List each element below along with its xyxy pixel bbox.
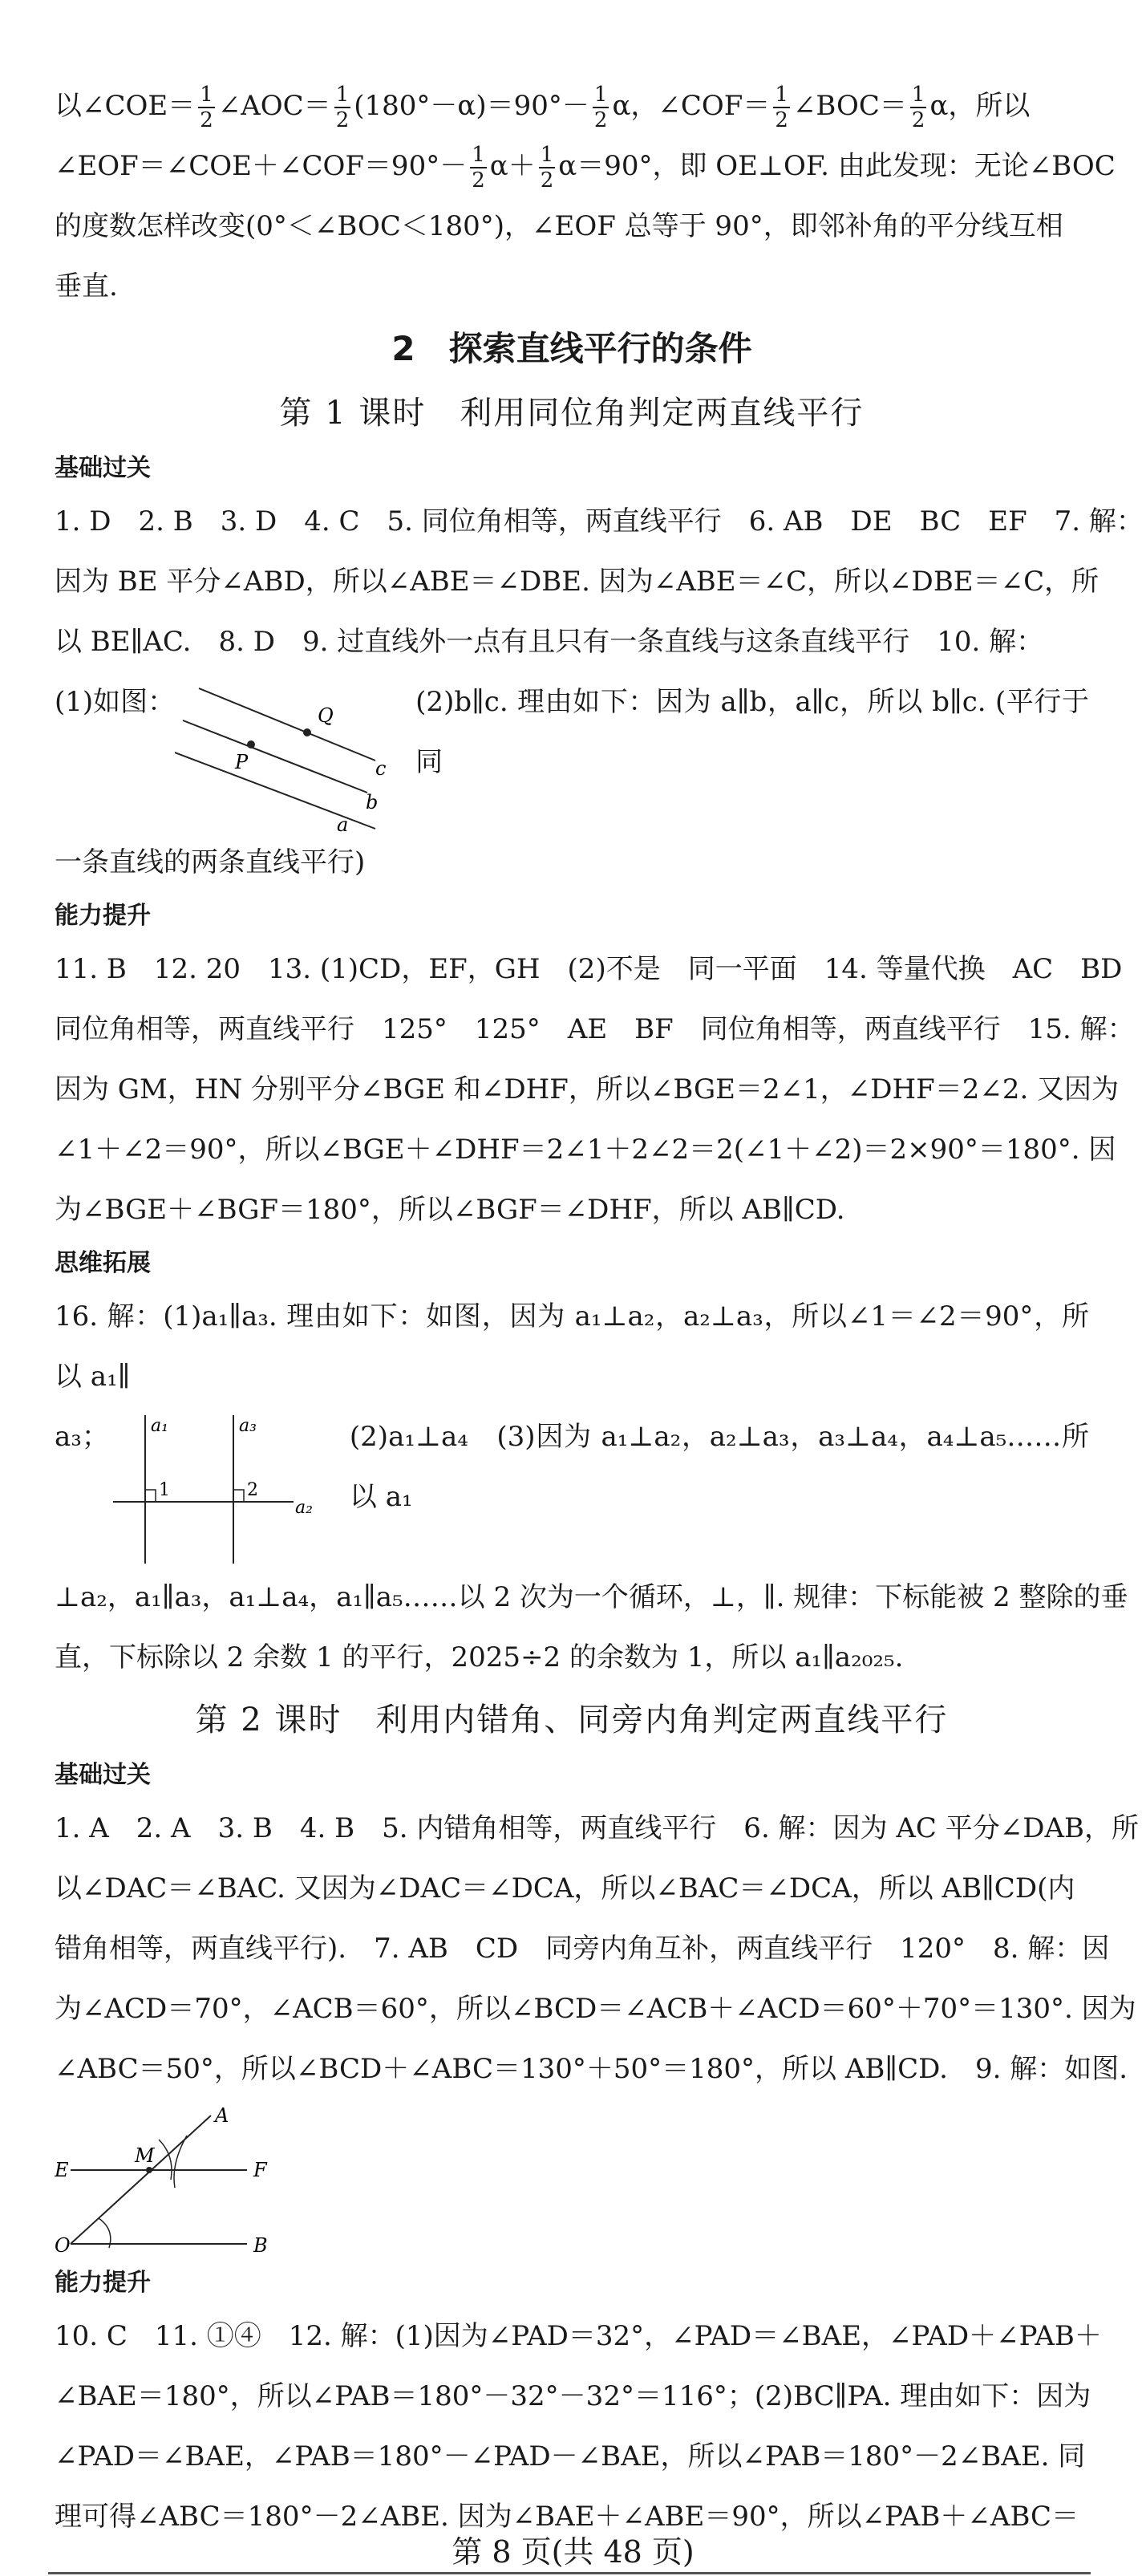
lesson2-ability-heading: 能力提升 xyxy=(55,2269,151,2297)
label-a1: a₁ xyxy=(150,1416,168,1436)
lesson1-title: 第 1 课时 利用同位角判定两直线平行 xyxy=(279,395,865,432)
label-M: M xyxy=(135,2144,155,2167)
point-q xyxy=(303,728,311,736)
perpendicular-lines-figure xyxy=(109,1407,334,1568)
lesson1-ability-text: 11. B 12. 20 13. (1)CD，EF，GH (2)不是 同一平面 14. 等量代换 AC BD 同位角相等，两直线平行 125° 125° AE BF 同位角相等，两直线平行 15. 解： 因为 GM，HN 分别平分∠BGE 和∠DHF，所以∠BGE＝2∠1，∠DHF＝2∠2. 又因为 ∠1＋∠2＝90°，所以∠BGE＋∠DHF＝2∠1＋2∠2＝2(∠1＋∠2)＝2×90°＝180°. 因 为∠BGE＋∠BGF＝180°，所以∠BGF＝∠DHF，所以 AB∥CD. xyxy=(55,953,1135,1226)
fraction: $\frac{1}{2}$ xyxy=(335,83,350,132)
fraction: $\frac{1}{2}$ xyxy=(540,143,554,193)
fraction: $\frac{1}{2}$ xyxy=(593,83,608,132)
label-c: c xyxy=(375,757,387,780)
line-b xyxy=(183,720,367,793)
label-p: P xyxy=(235,751,249,773)
lesson2-basic-text: 1. A 2. A 3. B 4. B 5. 内错角相等，两直线平行 6. 解：因为 AC 平分∠DAB，所 以∠DAC＝∠BAC. 又因为∠DAC＝∠DCA，所以∠BAC＝∠DCA，所以 AB∥CD(内 错角相等，两直线平行). 7. AB CD 同旁内角互补，两直线平行 120° 8. 解：因 为∠ACD＝70°，∠ACB＝60°，所以∠BCD＝∠ACB＋∠ACD＝60°＋70°＝130°. 因为 ∠ABC＝50°，所以∠BCD＋∠ABC＝130°＋50°＝180°，所以 AB∥CD. 9. 解：如图. xyxy=(55,1812,1140,2085)
label-2: 2 xyxy=(246,1480,258,1500)
lesson1-ability-heading: 能力提升 xyxy=(55,902,151,930)
label-q: Q xyxy=(318,704,334,727)
label-a: a xyxy=(337,813,349,833)
fraction: $\frac{1}{2}$ xyxy=(472,143,485,193)
intro-paragraph xyxy=(55,76,1116,317)
fraction: $\frac{1}{2}$ xyxy=(775,83,788,132)
bottom-rule xyxy=(48,2572,1091,2574)
label-A: A xyxy=(215,2104,229,2127)
lesson1-basic-tail: 一条直线的两条直线平行) xyxy=(55,846,366,878)
label-F: F xyxy=(253,2159,267,2181)
section-title: 2 探索直线平行的条件 xyxy=(391,329,752,368)
point-m xyxy=(146,2167,152,2173)
intro-line-4: 垂直. xyxy=(55,270,118,302)
line-c xyxy=(199,688,375,761)
arc-m xyxy=(159,2140,172,2180)
lesson2-title: 第 2 课时 利用内错角、同旁内角判定两直线平行 xyxy=(195,1702,949,1738)
lesson1-extend-figure-row: a₃； a₁ a₃ 1 2 a₂ (2)a₁⊥a₄ (3)因为 a₁⊥a₂，a₂⊥a₃，a₃⊥a₄，a₄⊥a₅……所以 a₁ xyxy=(55,1407,1089,1568)
label-a2: a₂ xyxy=(294,1498,313,1518)
lesson2-basic-heading: 基础过关 xyxy=(55,1761,151,1789)
right-angle-1 xyxy=(145,1490,156,1502)
point-p xyxy=(247,740,255,748)
parallel-lines-figure xyxy=(175,672,399,833)
lesson1-extend-heading: 思维拓展 xyxy=(55,1249,151,1277)
label-b: b xyxy=(366,791,379,813)
label-B: B xyxy=(253,2234,268,2257)
intro-line-2: ∠EOF＝∠COE＋∠COF＝90°－ $\frac{1}{2}$ α＋ $\frac{1}{2}$ α＝90°，即 OE⊥OF. 由此发现：无论∠BOC xyxy=(55,143,1116,193)
construction-figure xyxy=(55,2099,311,2260)
label-1: 1 xyxy=(158,1480,170,1500)
label-E: E xyxy=(55,2159,69,2181)
lesson1-extend-tail: ⊥a₂，a₁∥a₃，a₁⊥a₄，a₁∥a₅……以 2 次为一个循环，⊥，∥. 规律：下标能被 2 整除的垂 直，下标除以 2 余数 1 的平行，2025÷2 的余数为 1，所以 a₁∥a₂₀₂₅. xyxy=(55,1581,1128,1673)
label-O: O xyxy=(55,2234,71,2257)
page-footer: 第 8 页(共 48 页) xyxy=(452,2534,694,2570)
intro-line-1: 以∠COE＝ $\frac{1}{2}$ ∠AOC＝ $\frac{1}{2}$ (180°－α)＝90°－ $\frac{1}{2}$ α，∠COF＝ $\frac{1}{2}$ ∠BOC＝ $\frac{1}{2}$ α，所以 xyxy=(55,83,1031,132)
lesson1-figure-row: (1)如图： Q P c b a (2)b∥c. 理由如下：因为 a∥b，a∥c，所以 b∥c. (平行于同 xyxy=(55,672,1089,833)
lesson1-extend-line1: 16. 解：(1)a₁∥a₃. 理由如下：如图，因为 a₁⊥a₂，a₂⊥a₃，所以∠1＝∠2＝90°，所以 a₁∥ xyxy=(55,1300,1089,1393)
fraction: $\frac{1}{2}$ xyxy=(911,83,925,132)
ray-oa xyxy=(71,2116,211,2244)
label-a3: a₃ xyxy=(238,1416,257,1436)
answer-page xyxy=(55,76,1144,2547)
lesson1-basic-text: 1. D 2. B 3. D 4. C 5. 同位角相等，两直线平行 6. AB DE BC EF 7. 解： 因为 BE 平分∠ABD，所以∠ABE＝∠DBE. 因为∠ABE＝∠C，所以∠DBE＝∠C，所 以 BE∥AC. 8. D 9. 过直线外一点有且只有一条直线与这条直线平行 10. 解： xyxy=(55,505,1144,658)
lesson1-basic-heading: 基础过关 xyxy=(55,454,151,482)
intro-line-3: 的度数怎样改变(0°＜∠BOC＜180°)，∠EOF 总等于 90°，即邻补角的平分线互相 xyxy=(55,210,1063,242)
right-angle-2 xyxy=(233,1490,244,1502)
lesson2-ability-text: 10. C 11. ①④ 12. 解：(1)因为∠PAD＝32°，∠PAD＝∠BAE，∠PAD＋∠PAB＋ ∠BAE＝180°，所以∠PAB＝180°－32°－32°＝116°；(2)BC∥PA. 理由如下：因为 ∠PAD＝∠BAE，∠PAB＝180°－∠PAD－∠BAE，所以∠PAB＝180°－2∠BAE. 同 理可得∠ABC＝180°－2∠ABE. 因为∠BAE＋∠ABE＝90°，所以∠PAB＋∠ABC＝ xyxy=(55,2320,1102,2533)
fraction: $\frac{1}{2}$ xyxy=(200,83,213,132)
